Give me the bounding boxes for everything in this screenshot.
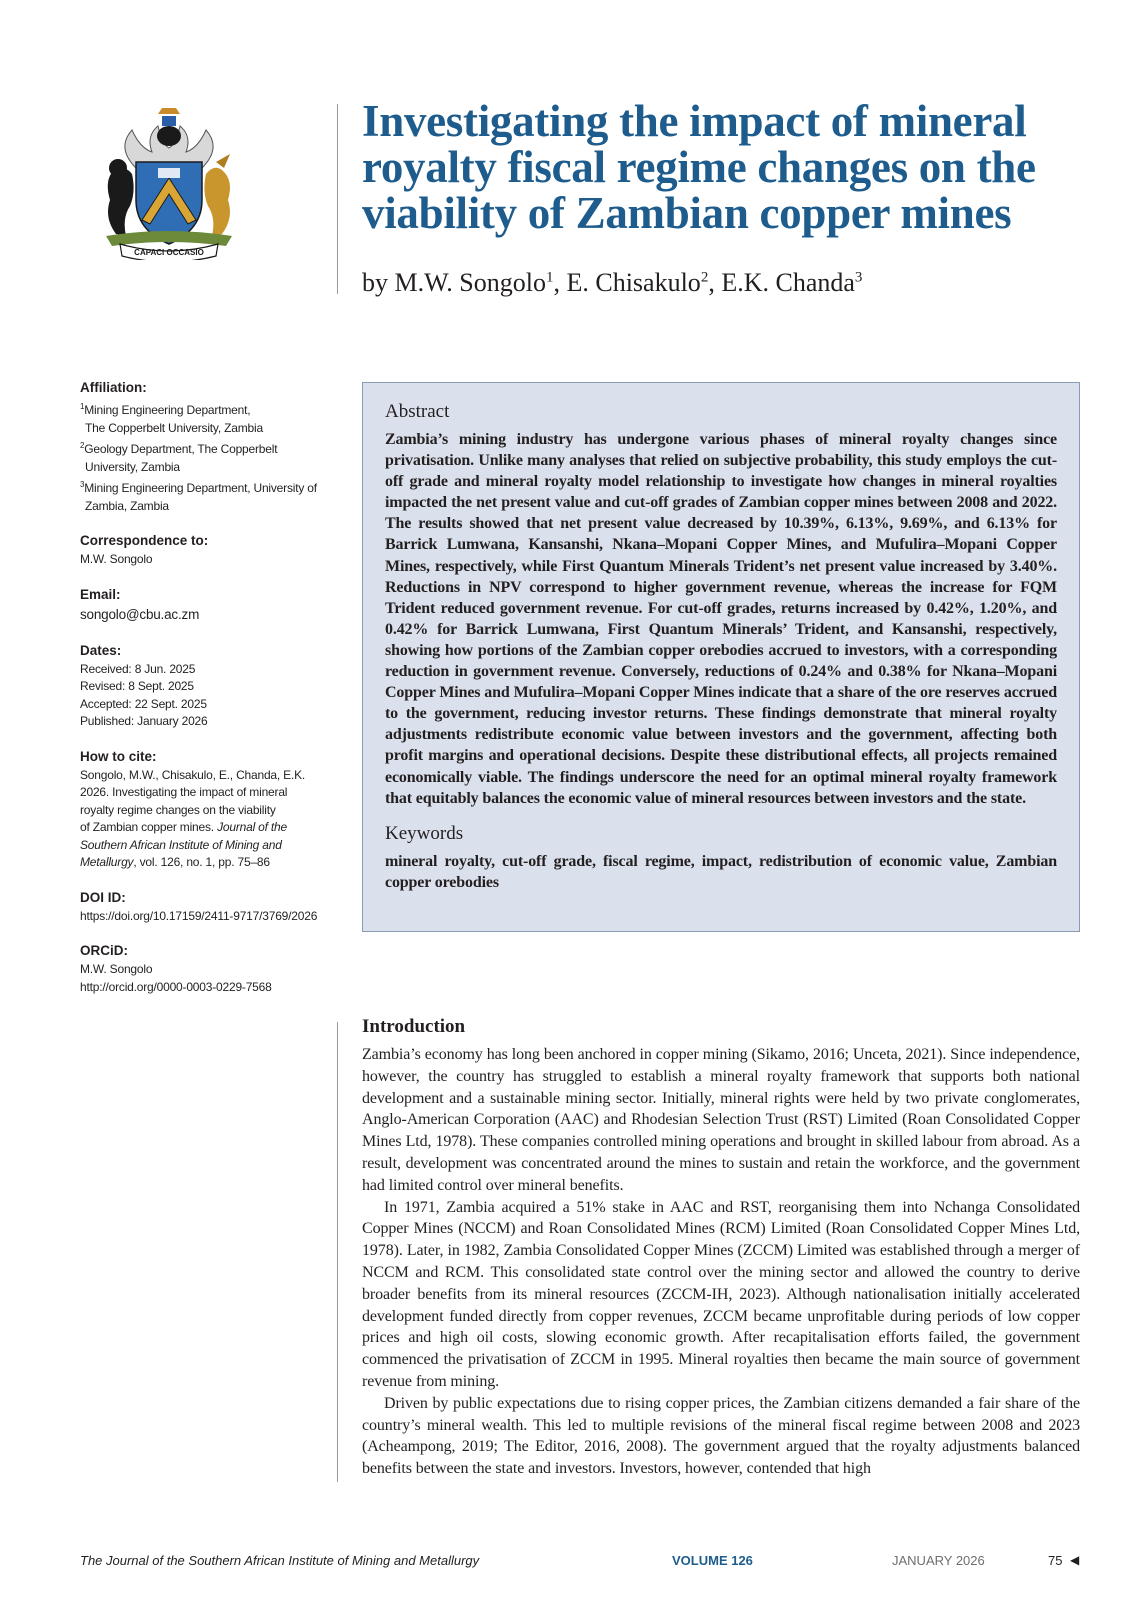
coat-of-arms-crest-icon: [96, 108, 242, 260]
citation-block: [80, 749, 320, 872]
citation-heading: How to cite:: [80, 748, 157, 764]
divider-body: [337, 1022, 338, 1482]
introduction-section: [362, 1016, 1080, 1480]
keywords-heading: Keywords: [385, 822, 464, 844]
citation-volume: , vol. 126, no. 1, pp. 75–86: [133, 855, 270, 869]
correspondence-name: M.W. Songolo: [80, 552, 153, 566]
body-paragraph: In 1971, Zambia acquired a 51% stake in AAC and RST, reorganising them into Nchanga Consolidated Copper Mines (NCCM) and Roan Consolidated Mines (RCM) Limited (Roan Consolidated Copper Mines Ltd, 1978). Later, in 1982, Zambia Consolidated Copper Mines (ZCCM) Limited was established through a merger of NCCM and RCM. This consolidated state control over the mining sector and allowed the country to derive broader benefits from its mineral resources (ZCCM-IH, 2023). Although nationalisation initially accelerated development funded directly from copper revenues, ZCCM became unprofitable during periods of low copper prices and high oil costs, slowing economic growth. After recapitalisation efforts failed, the government commenced the privatisation of ZCCM in 1995. Mineral royalties then became the main source of government revenue from mining.: [362, 1198, 1080, 1390]
affiliation-line: Mining Engineering Department, University of: [84, 481, 317, 495]
abstract-heading: Abstract: [385, 401, 450, 422]
article-title: Investigating the impact of mineral royalty fiscal regime changes on the viability of Zambian copper mines: [362, 96, 1036, 238]
doi-block: [80, 890, 320, 926]
article-info-sidebar: [80, 380, 320, 1014]
citation-line: royalty regime changes on the viability: [80, 802, 276, 817]
dates-heading: Dates:: [80, 642, 122, 658]
orcid-name: M.W. Songolo: [80, 962, 153, 976]
doi-heading: DOI ID:: [80, 889, 126, 905]
footer-journal: The Journal of the Southern African Institute of Mining and Metallurgy: [80, 1553, 480, 1568]
affiliation-mark: 2: [80, 441, 85, 450]
citation-journal: Southern African Institute of Mining and: [80, 837, 282, 852]
citation-line: 2026. Investigating the impact of mineral: [80, 785, 288, 799]
footer-date: JANUARY 2026: [892, 1553, 985, 1568]
doi-link[interactable]: https://doi.org/10.17159/2411-9717/3769/2026: [80, 908, 318, 923]
author-mark: 3: [854, 269, 863, 286]
email-block: [80, 587, 320, 625]
affiliation-line: The Copperbelt University, Zambia: [85, 420, 263, 435]
affiliation-line: Zambia, Zambia: [85, 498, 169, 513]
affiliation-mark: 3: [80, 480, 85, 489]
affiliation-mark: 1: [80, 402, 85, 411]
citation-journal: Metallurgy: [80, 855, 134, 869]
date-accepted: Accepted: 22 Sept. 2025: [80, 696, 207, 711]
date-revised: Revised: 8 Sept. 2025: [80, 679, 194, 693]
body-paragraph: Driven by public expectations due to rising copper prices, the Zambian citizens demanded a fair share of the country’s mineral wealth. This led to multiple revisions of the mineral fiscal regime between 2008 and 2023 (Acheampong, 2019; The Editor, 2016, 2008). The government argued that the royalty adjustments balanced benefits between the state and investors. Investors, however, contended that high: [362, 1394, 1080, 1478]
author-mark: 1: [545, 269, 554, 286]
divider-top: [337, 104, 338, 294]
correspondence-block: [80, 533, 320, 569]
affiliation-line: University, Zambia: [85, 459, 180, 474]
introduction-heading: Introduction: [362, 1016, 466, 1037]
orcid-heading: ORCiD:: [80, 943, 128, 958]
citation-line: Songolo, M.W., Chisakulo, E., Chanda, E.K.: [80, 767, 306, 782]
orcid-link[interactable]: http://orcid.org/0000-0003-0229-7568: [80, 979, 272, 994]
correspondence-heading: Correspondence to:: [80, 533, 209, 548]
authors-prefix: by: [362, 268, 388, 297]
date-received: Received: 8 Jun. 2025: [80, 661, 196, 676]
footer-volume: VOLUME 126: [672, 1553, 753, 1568]
page-footer: [80, 1553, 1080, 1573]
page-number: 75: [1048, 1553, 1063, 1568]
orcid-block: [80, 943, 320, 996]
affiliation-line: Mining Engineering Department,: [84, 403, 251, 417]
citation-journal: Journal of the: [217, 820, 287, 834]
affiliation-line: Geology Department, The Copperbelt: [84, 442, 278, 456]
affiliation-heading: Affiliation:: [80, 380, 147, 395]
affiliation-block: [80, 380, 320, 515]
author-line: by M.W. Songolo$^1$, E. Chisakulo$^2$, E.K. Chanda$^3$: [362, 268, 863, 297]
author-name: M.W. Songolo: [394, 268, 546, 297]
email-heading: Email:: [80, 586, 121, 602]
keywords-text: mineral royalty, cut-off grade, fiscal regime, impact, redistribution of economic value, Zambian copper orebodies: [385, 852, 1057, 891]
crest-motto: CAPACI OCCASIO: [134, 248, 204, 257]
dates-block: [80, 643, 320, 731]
body-paragraph: Zambia’s economy has long been anchored in copper mining (Sikamo, 2016; Unceta, 2021). Since independence, however, the country has struggled to establish a mineral royalty framework that supports both national development and a sustainable mining sector. Initially, mineral rights were held by two private conglomerates, Anglo-American Corporation (AAC) and Rhodesian Selection Trust (RST) Limited (Roan Consolidated Copper Mines Ltd, 1978). These companies controlled mining operations and brought in skilled labour from abroad. As a result, development was concentrated around the mines to sustain and retain the workforce, and the government had limited control over mineral benefits.: [362, 1046, 1080, 1194]
author-mark: 2: [700, 269, 709, 286]
author-name: E.K. Chanda: [721, 268, 855, 297]
date-published: Published: January 2026: [80, 714, 208, 728]
email-link[interactable]: songolo@cbu.ac.zm: [80, 606, 200, 622]
abstract-text: Zambia’s mining industry has undergone various phases of mineral royalty changes since privatisation. Unlike many analyses that relied on subjective probability, this study employs the cut-off grade and mineral royalty model relationship to investigate how changes in mineral royalties impacted the net present value and cut-off grades of Zambian copper mines between 2008 and 2022. The results showed that net present value decreased by 10.39%, 6.13%, 9.69%, and 6.13% for Barrick Lumwana, Kansanshi, Nkana–Mopani Copper Mines, and Mufulira–Mopani Copper Mines, respectively, while First Quantum Minerals Trident’s net present value increased by 3.40%. Reductions in NPV correspond to higher government revenue, whereas the increase for FQM Trident reduced government revenue. For cut-off grades, returns increased by 0.42%, 1.20%, and 0.42% for Barrick Lumwana, First Quantum Minerals’ Trident, and Kansanshi, respectively, showing how portions of the Zambian copper orebodies accrued to investors, with a corresponding reduction in government revenue. Conversely, reductions of 0.24% and 0.38% for Nkana–Mopani Copper Mines and Mufulira–Mopani Copper Mines indicate that a share of the ore reserves accrued to the government, reducing investor returns. These findings demonstrate that mineral royalty adjustments redistribute economic value between investors and the government, affecting both profit margins and operational decisions. Despite these distributional effects, all projects remained economically viable. The findings underscore the need for an optimal mineral royalty framework that equitably balances the economic value of mineral resources between investors and the state.: [385, 431, 1057, 807]
author-name: E. Chisakulo: [566, 268, 701, 297]
citation-text: of Zambian copper mines.: [80, 820, 218, 834]
abstract-box: [362, 382, 1080, 932]
left-triangle-icon: ◀: [1070, 1553, 1080, 1567]
